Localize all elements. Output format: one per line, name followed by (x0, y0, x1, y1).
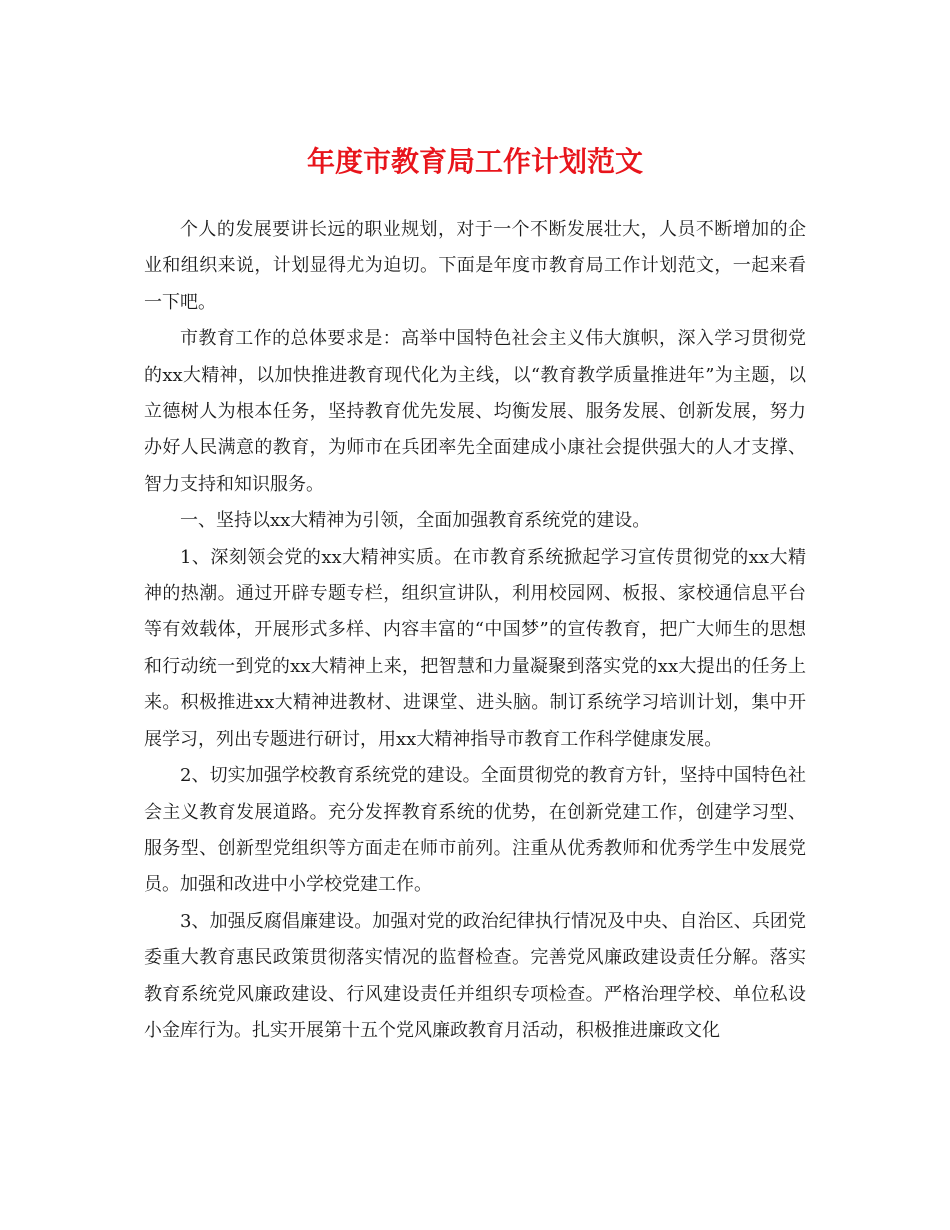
paragraph-item-1: 1、深刻领会党的xx大精神实质。在市教育系统掀起学习宣传贯彻党的xx大精神的热潮。通过开辟专题专栏，组织宣讲队，利用校园网、板报、家校通信息平台等有效载体，开展形式多样、内容丰富的“中国梦”的宣传教育，把广大师生的思想和行动统一到党的xx大精神上来，把智慧和力量凝聚到落实党的xx大提出的任务上来。积极推进xx大精神进教材、进课堂、进头脑。制订系统学习培训计划，集中开展学习，列出专题进行研讨，用xx大精神指导市教育工作科学健康发展。 (144, 546, 806, 750)
paragraph-general-requirements: 市教育工作的总体要求是：高举中国特色社会主义伟大旗帜，深入学习贯彻党的xx大精神，以加快推进教育现代化为主线，以“教育教学质量推进年”为主题，以立德树人为根本任务，坚持教育优先发展、均衡发展、服务发展、创新发展，努力办好人民满意的教育，为师市在兵团率先全面建成小康社会提供强大的人才支撑、智力支持和知识服务。 (144, 328, 806, 495)
document-title: 年度市教育局工作计划范文 (306, 145, 643, 178)
paragraph-item-3: 3、加强反腐倡廉建设。加强对党的政治纪律执行情况及中央、自治区、兵团党委重大教育惠民政策贯彻落实情况的监督检查。完善党风廉政建设责任分解。落实教育系统党风廉政建设、行风建设责任并组织专项检查。严格治理学校、单位私设小金库行为。扎实开展第十五个党风廉政教育月活动，积极推进廉政文化 (144, 910, 806, 1041)
paragraph-item-2: 2、切实加强学校教育系统党的建设。全面贯彻党的教育方针，坚持中国特色社会主义教育发展道路。充分发挥教育系统的优势，在创新党建工作，创建学习型、服务型、创新型党组织等方面走在师市前列。注重从优秀教师和优秀学生中发展党员。加强和改进中小学校党建工作。 (144, 765, 806, 896)
document-body (144, 212, 806, 1049)
paragraph-intro: 个人的发展要讲长远的职业规划，对于一个不断发展壮大，人员不断增加的企业和组织来说，计划显得尤为迫切。下面是年度市教育局工作计划范文，一起来看一下吧。 (144, 219, 806, 313)
paragraph-section-1-heading: 一、坚持以xx大精神为引领，全面加强教育系统党的建设。 (180, 510, 651, 532)
